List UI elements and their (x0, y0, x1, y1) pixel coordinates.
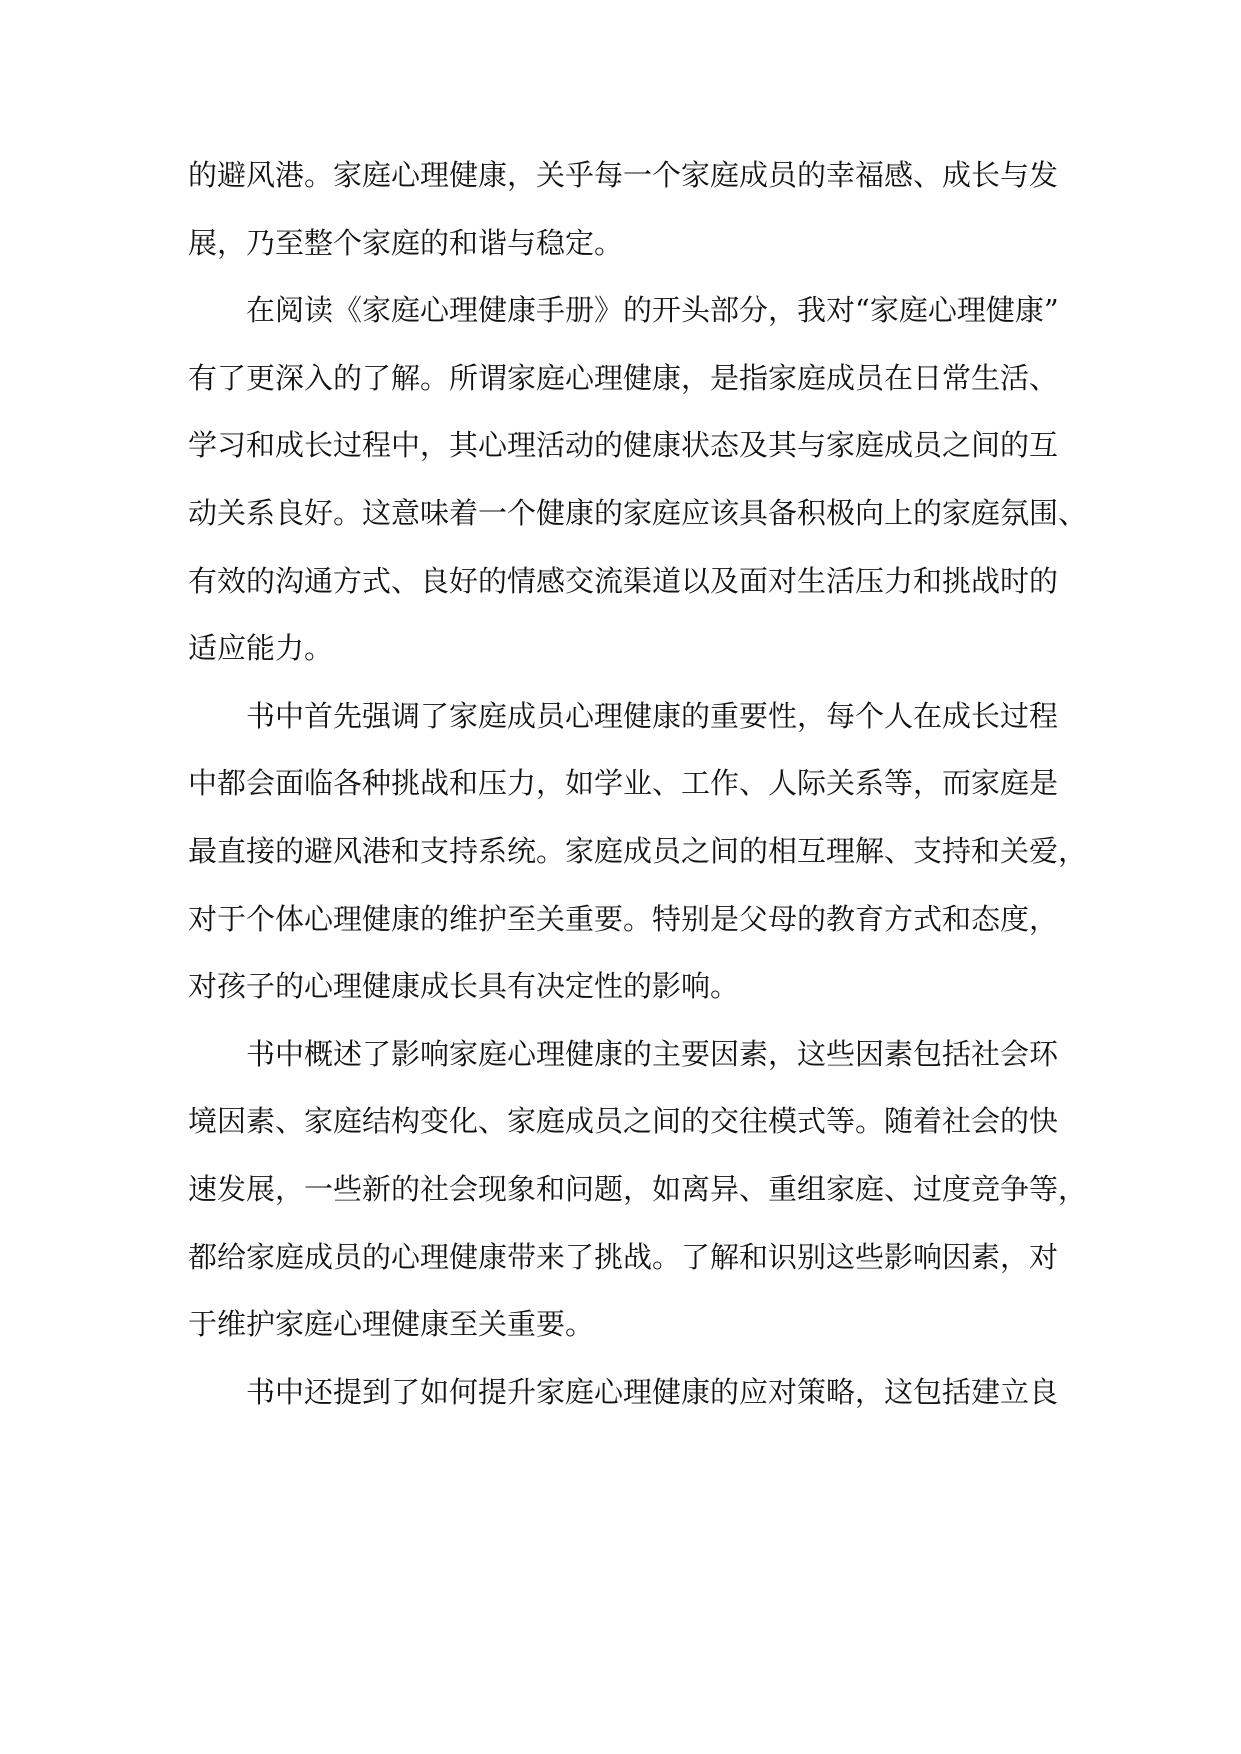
text-line: 有了更深入的了解。所谓家庭心理健康，是指家庭成员在日常生活、 (188, 360, 1059, 395)
text-line: 动关系良好。这意味着一个健康的家庭应该具备积极向上的家庭氛围、 (188, 495, 1088, 530)
paragraph-first-line: 书中还提到了如何提升家庭心理健康的应对策略，这包括建立良 (246, 1374, 1059, 1409)
text-line: 适应能力。 (188, 631, 334, 666)
text-line: 展，乃至整个家庭的和谐与稳定。 (188, 225, 624, 260)
paragraph-first-line: 书中首先强调了家庭成员心理健康的重要性，每个人在成长过程 (246, 698, 1059, 733)
text-line: 境因素、家庭结构变化、家庭成员之间的交往模式等。随着社会的快 (188, 1104, 1059, 1139)
text-line: 都给家庭成员的心理健康带来了挑战。了解和识别这些影响因素，对 (188, 1239, 1059, 1274)
text-line: 于维护家庭心理健康至关重要。 (188, 1307, 595, 1342)
text-line: 中都会面临各种挑战和压力，如学业、工作、人际关系等，而家庭是 (188, 766, 1059, 801)
text-line: 最直接的避风港和支持系统。家庭成员之间的相互理解、支持和关爱， (188, 833, 1088, 868)
paragraph-first-line: 书中概述了影响家庭心理健康的主要因素，这些因素包括社会环 (246, 1036, 1059, 1071)
paragraph-first-line: 在阅读《家庭心理健康手册》的开头部分，我对“家庭心理健康” (246, 293, 1059, 328)
text-line: 学习和成长过程中，其心理活动的健康状态及其与家庭成员之间的互 (188, 428, 1059, 463)
text-line: 的避风港。家庭心理健康，关乎每一个家庭成员的幸福感、成长与发 (188, 158, 1059, 192)
text-line: 对孩子的心理健康成长具有决定性的影响。 (188, 969, 740, 1004)
text-line: 对于个体心理健康的维护至关重要。特别是父母的教育方式和态度， (188, 901, 1059, 936)
body-text (188, 142, 1088, 1426)
text-line: 有效的沟通方式、良好的情感交流渠道以及面对生活压力和挑战时的 (188, 563, 1059, 598)
text-line: 速发展，一些新的社会现象和问题，如离异、重组家庭、过度竞争等， (188, 1171, 1088, 1206)
